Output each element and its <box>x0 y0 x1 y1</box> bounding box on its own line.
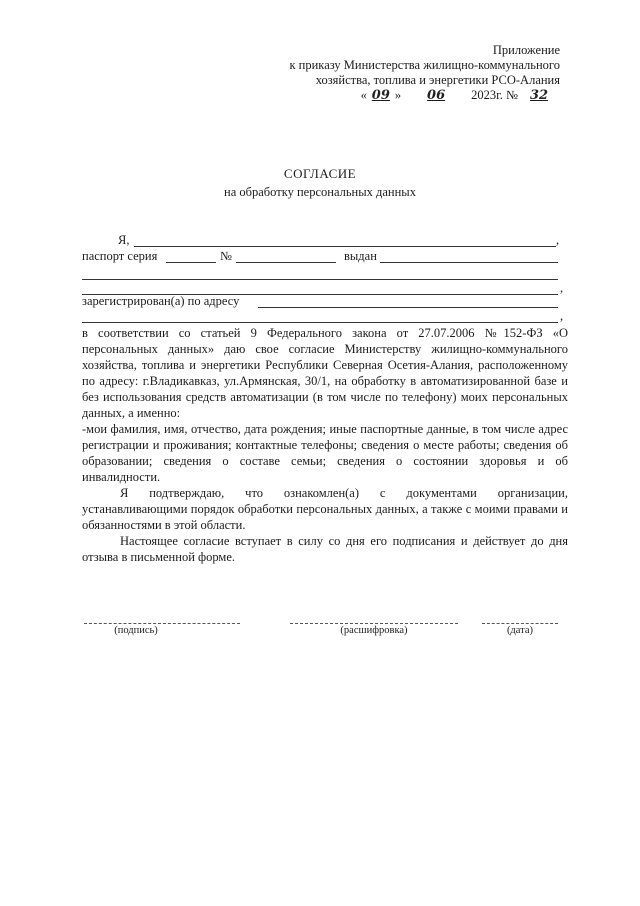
consent-paragraph-3: Я подтверждаю, что ознакомлен(а) с документами организации, устанавливающими порядок обработки персональных данных, а также с моими правами и обязанностями в этой области. <box>82 486 568 532</box>
document-subtitle: на обработку персональных данных <box>224 185 416 199</box>
name-row <box>82 233 562 249</box>
appendix-ministry-line: хозяйства, топлива и энергетики РСО-Алания <box>315 73 560 87</box>
address-field[interactable] <box>258 294 558 308</box>
issued-end-comma: , <box>560 281 564 295</box>
issued-continuation-row <box>82 266 562 282</box>
issued-label: выдан <box>344 249 377 263</box>
issued-by-field[interactable] <box>380 249 558 263</box>
consent-body <box>82 325 568 565</box>
appendix-title: Приложение <box>492 43 560 57</box>
appendix-date-line <box>260 88 560 103</box>
address-row <box>82 294 562 310</box>
i-label: Я, <box>118 233 130 247</box>
signature-caption: (подпись) <box>114 625 158 636</box>
address-end-comma: , <box>560 309 564 323</box>
document-title: СОГЛАСИЕ <box>283 166 357 181</box>
date-open-quote: « <box>360 88 367 102</box>
address-continuation-field[interactable] <box>82 309 558 323</box>
issued-continuation-field-2[interactable] <box>82 281 558 295</box>
name-field[interactable] <box>134 233 556 247</box>
handwritten-number: 32 <box>529 88 549 103</box>
passport-series-field[interactable] <box>166 249 216 263</box>
registered-label: зарегистрирован(а) по адресу <box>82 294 240 308</box>
passport-number-field[interactable] <box>236 249 336 263</box>
decoding-caption: (расшифровка) <box>340 625 408 636</box>
signature-line[interactable] <box>84 622 240 624</box>
decoding-line[interactable] <box>290 622 458 624</box>
consent-paragraph-2: -мои фамилия, имя, отчество, дата рождения; иные паспортные данные, в том числе адрес регистрации и проживания; контактные телефоны; сведения о месте работы; сведения об образовании; сведения о составе семьи; сведения о состоянии здоровья и об инвалидности. <box>82 422 568 484</box>
consent-paragraph-1: в соответствии со статьей 9 Федерального закона от 27.07.2006 №152-ФЗ «О персональных данных» даю свое согласие Министерству жилищно-коммунального хозяйства, топлива и энергетики Республики Северная Осетия-Алания, расположенному по адресу: г.Владикавказ, ул.Армянская, 30/1, на обработку в автоматизированной базе и без использования средств автоматизации (в том числе по телефону) моих персональных данных, а именно: <box>82 326 568 420</box>
consent-paragraph-4: Настоящее согласие вступает в силу со дня его подписания и действует до дня отзыва в письменной форме. <box>82 534 568 564</box>
issued-continuation-field[interactable] <box>82 266 558 280</box>
handwritten-month: 06 <box>427 88 446 103</box>
date-close-quote: » <box>394 88 402 102</box>
date-line[interactable] <box>482 622 558 624</box>
date-caption: (дата) <box>506 625 534 636</box>
passport-number-label: № <box>220 249 232 263</box>
name-comma: , <box>556 233 560 247</box>
appendix-order-line: к приказу Министерства жилищно-коммунального <box>289 58 560 72</box>
handwritten-day: 09 <box>371 88 390 103</box>
year-number-label: 2023г. № <box>471 88 518 102</box>
appendix-block <box>260 43 560 103</box>
passport-series-label: паспорт серия <box>82 249 158 263</box>
address-continuation-row <box>82 309 562 325</box>
passport-row <box>82 249 562 265</box>
